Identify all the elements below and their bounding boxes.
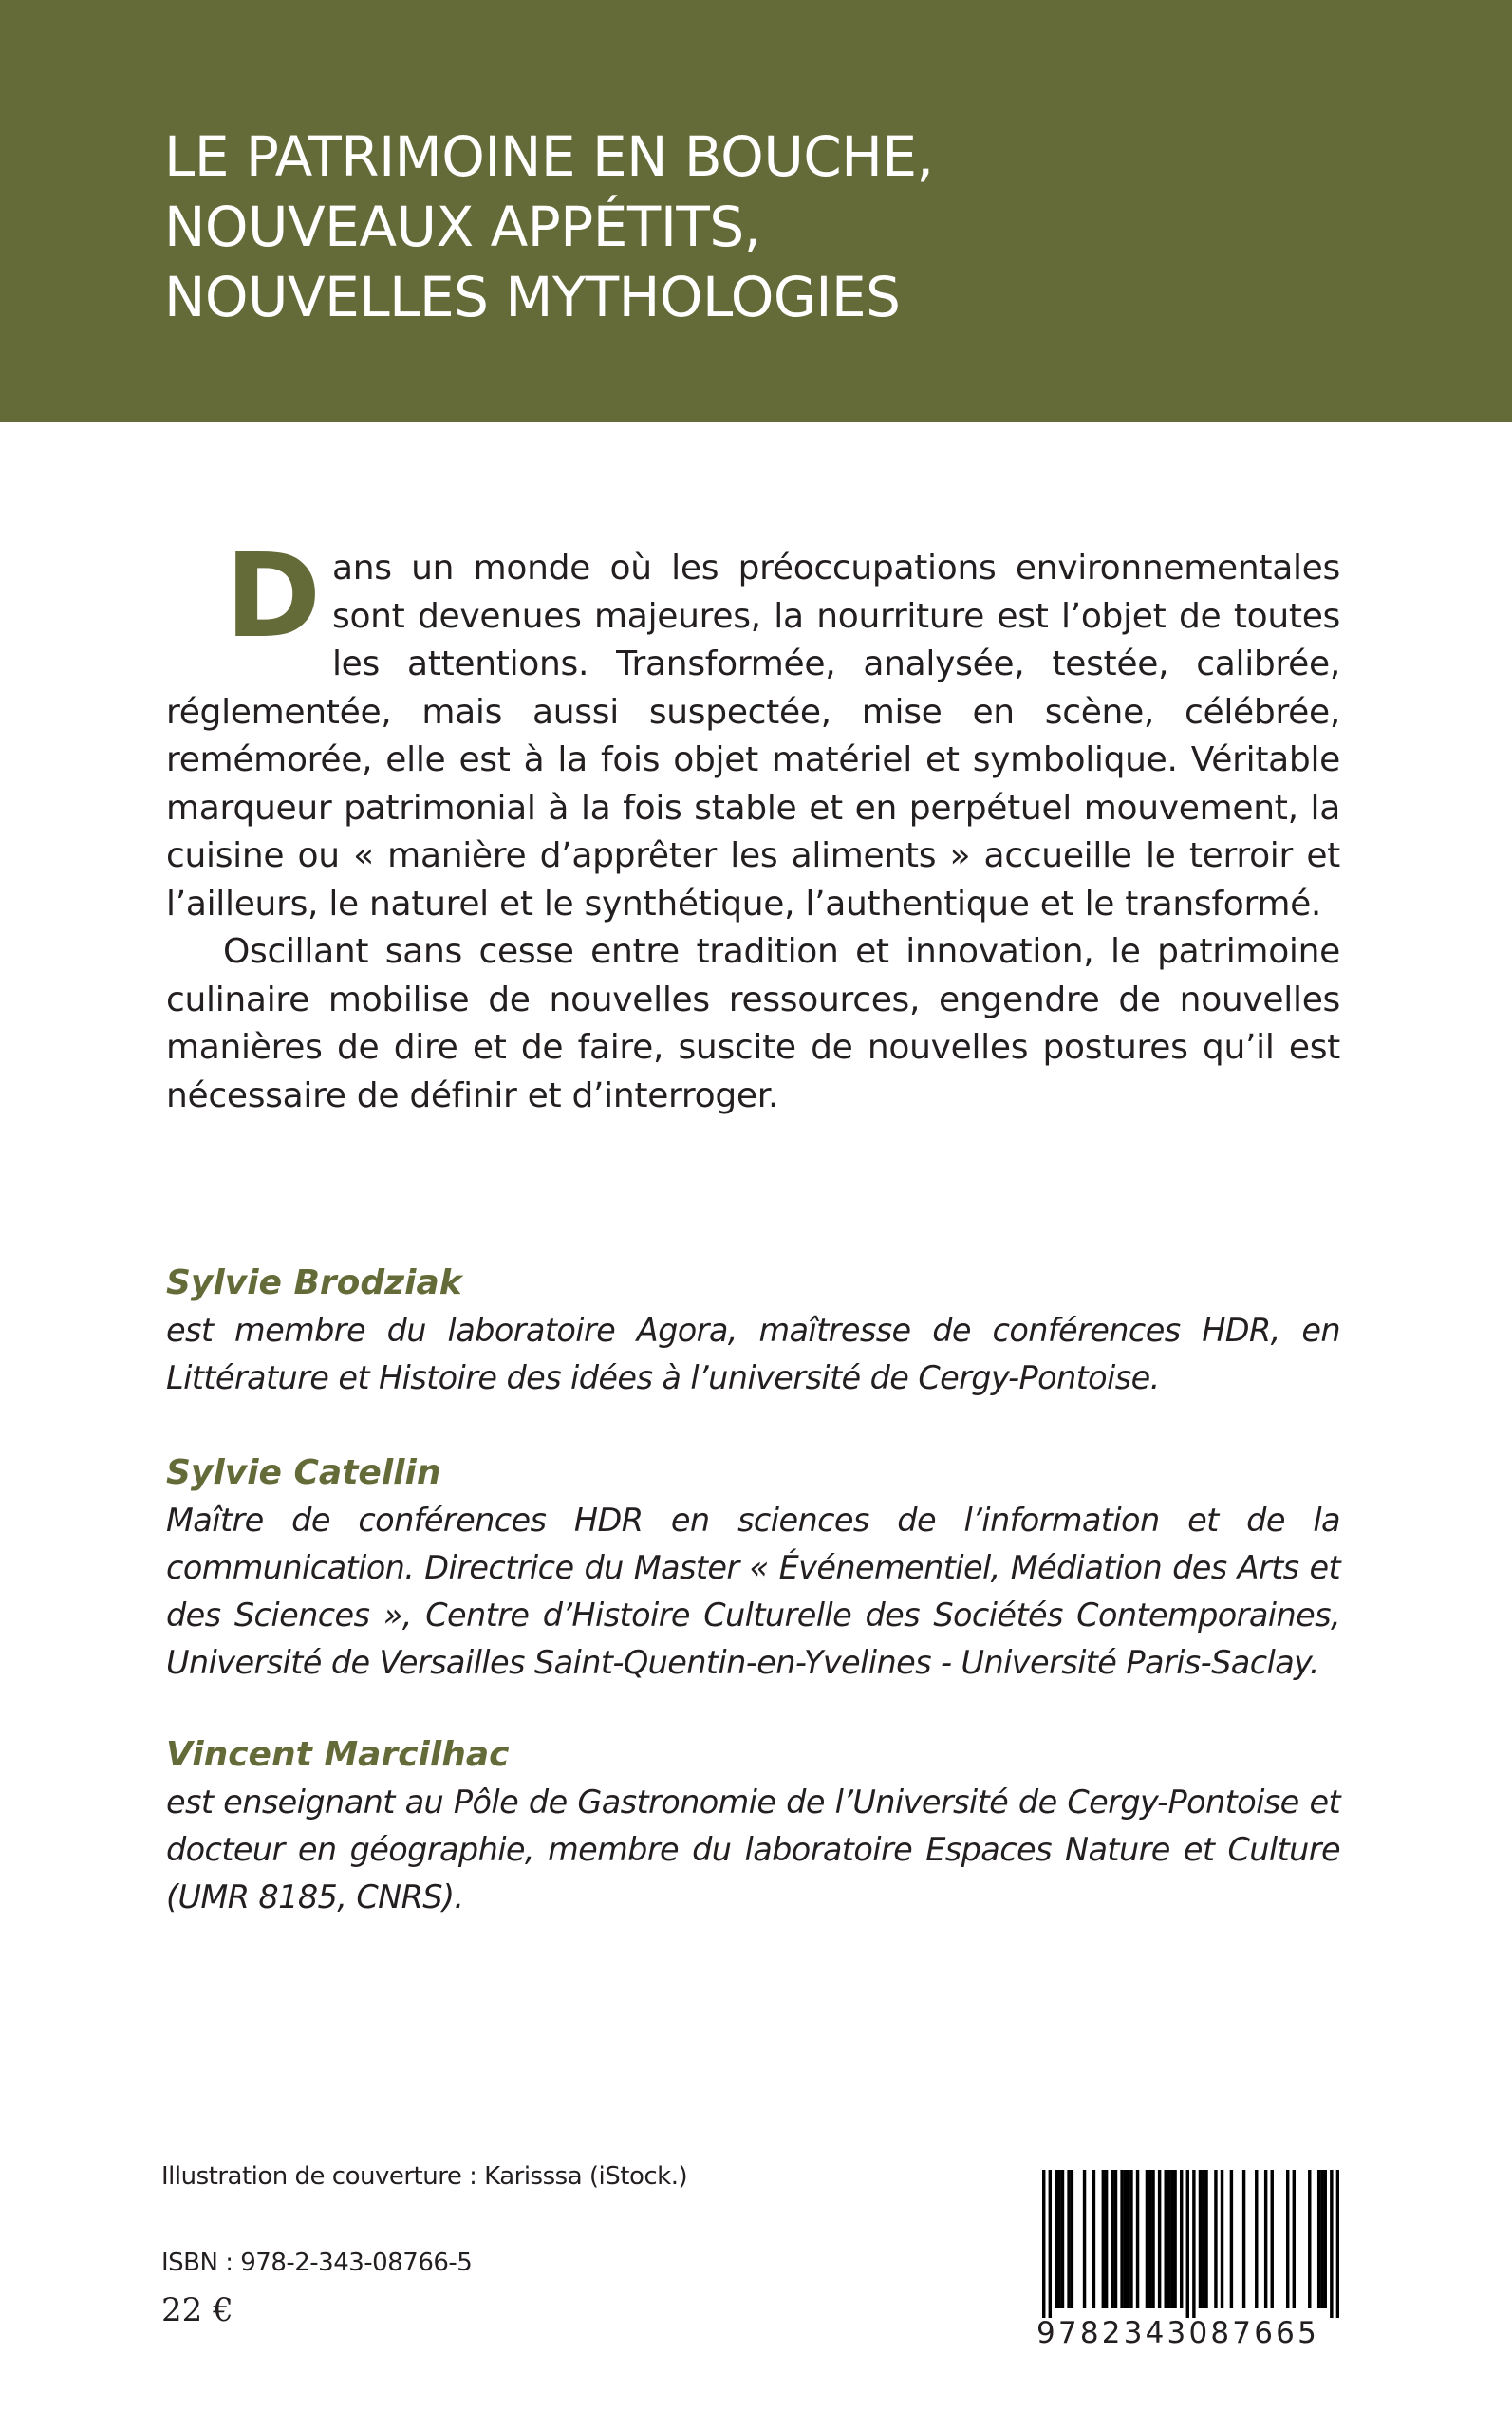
barcode-bar	[1111, 2170, 1113, 2308]
barcode-bar	[1320, 2170, 1323, 2308]
price: 22 €	[161, 2291, 233, 2329]
barcode-bar	[1127, 2170, 1129, 2308]
author-entry	[166, 1260, 1340, 1402]
barcode-bar	[1324, 2170, 1327, 2308]
barcode-bar	[1146, 2170, 1148, 2308]
barcode-bar	[1271, 2170, 1274, 2308]
barcode-bar	[1255, 2170, 1258, 2308]
blurb-paragraph-2: Oscillant sans cesse entre tradition et innovation, le patrimoine culinaire mobilise de nouvelles ressources, engendre de nouvelles manières de dire et de faire, suscite de nouvelles postures qu’il est nécessaire de définir et d’interroger.	[166, 932, 1340, 1115]
author-name: Sylvie Catellin	[166, 1453, 441, 1492]
barcode-bar	[1055, 2170, 1057, 2308]
barcode-bar	[1167, 2170, 1170, 2308]
barcode-bar	[1083, 2170, 1086, 2308]
barcode-bar	[1136, 2170, 1139, 2308]
author-entry	[166, 1731, 1340, 1921]
barcode-bar	[1170, 2170, 1173, 2308]
barcode-bar	[1102, 2170, 1105, 2308]
barcode-bar	[1129, 2170, 1132, 2308]
barcode-bar	[1061, 2170, 1064, 2308]
blurb-paragraph-1	[166, 529, 1340, 928]
barcode-bar	[1042, 2170, 1045, 2318]
barcode-bar	[1049, 2170, 1052, 2318]
barcode-bar	[1173, 2170, 1176, 2308]
barcode-bar	[1151, 2170, 1154, 2308]
barcode-bar	[1202, 2170, 1204, 2308]
barcode-bar	[1164, 2170, 1167, 2308]
barcode-bar	[1221, 2170, 1223, 2308]
author-bio: est membre du laboratoire Agora, maîtresse de conférences HDR, en Littérature et Histoire des idées à l’université de Cergy-Pontoise.	[166, 1312, 1340, 1396]
barcode-bar	[1158, 2170, 1161, 2308]
barcode-bar	[1148, 2170, 1151, 2308]
barcode-bar	[1317, 2170, 1320, 2308]
barcode-bar	[1120, 2170, 1123, 2308]
book-title	[164, 121, 933, 332]
title-line-1: LE PATRIMOINE EN BOUCHE,	[164, 124, 934, 189]
title-line-3: NOUVELLES MYTHOLOGIES	[164, 265, 901, 329]
barcode-bar	[1214, 2170, 1217, 2308]
barcode-bar	[1204, 2170, 1207, 2308]
barcode-bar	[1330, 2170, 1333, 2318]
cover-illustration-credit: Illustration de couverture : Karisssa (iStock.)	[161, 2162, 688, 2191]
barcode-bar	[1199, 2170, 1202, 2308]
blurb-paragraph-1-text: ans un monde où les préoccupations environnementales sont devenues majeures, la nourriture est l’objet de toutes les attentions. Transformée, analysée, testée, calibrée, réglementée, mais aussi suspectée, mise en scène, célébrée, remémorée, elle est à la fois objet matériel et symbolique. Véritable marqueur patrimonial à la fois stable et en perpétuel mouvement, la cuisine ou « manière d’apprêter les aliments » accueille le terroir et l’ailleurs, le naturel et le synthétique, l’authentique et le transformé.	[166, 549, 1340, 924]
barcode-bar	[1192, 2170, 1195, 2318]
barcode-bar	[1264, 2170, 1267, 2308]
author-bio: est enseignant au Pôle de Gastronomie de l’Université de Cergy-Pontoise et docteur en géographie, membre du laboratoire Espaces Nature et Culture (UMR 8185, CNRS).	[166, 1784, 1340, 1915]
barcode-bar	[1092, 2170, 1095, 2308]
barcode-bar	[1057, 2170, 1060, 2308]
book-blurb	[166, 529, 1340, 1120]
barcode	[1042, 2170, 1339, 2318]
barcode-bar	[1180, 2170, 1183, 2308]
author-bio: Maître de conférences HDR en sciences de l’information et de la communication. Directrice du Master « Événementiel, Médiation des Arts et des Sciences », Centre d’Histoire Culturelle des Sociétés Contemporaines, Université de Versailles Saint-Quentin-en-Yvelines - Université Paris-Saclay.	[166, 1502, 1340, 1681]
barcode-bar	[1114, 2170, 1117, 2308]
author-entry	[166, 1449, 1340, 1687]
barcode-bar	[1071, 2170, 1073, 2308]
barcode-digits: 9782343087665	[1036, 2316, 1320, 2350]
author-name: Sylvie Brodziak	[166, 1263, 462, 1302]
isbn: ISBN : 978-2-343-08766-5	[161, 2249, 473, 2277]
barcode-bar	[1230, 2170, 1233, 2308]
barcode-bar	[1286, 2170, 1289, 2308]
barcode-bar	[1336, 2170, 1339, 2318]
header-band	[0, 0, 1512, 422]
drop-cap: D	[225, 529, 321, 663]
barcode-bar	[1105, 2170, 1108, 2308]
barcode-bar	[1293, 2170, 1296, 2308]
title-line-2: NOUVEAUX APPÉTITS,	[164, 195, 761, 259]
barcode-bar	[1308, 2170, 1311, 2308]
author-name: Vincent Marcilhac	[166, 1735, 510, 1774]
barcode-bar	[1186, 2170, 1189, 2318]
barcode-bar	[1067, 2170, 1070, 2308]
barcode-bar	[1124, 2170, 1127, 2308]
barcode-bar	[1242, 2170, 1245, 2308]
